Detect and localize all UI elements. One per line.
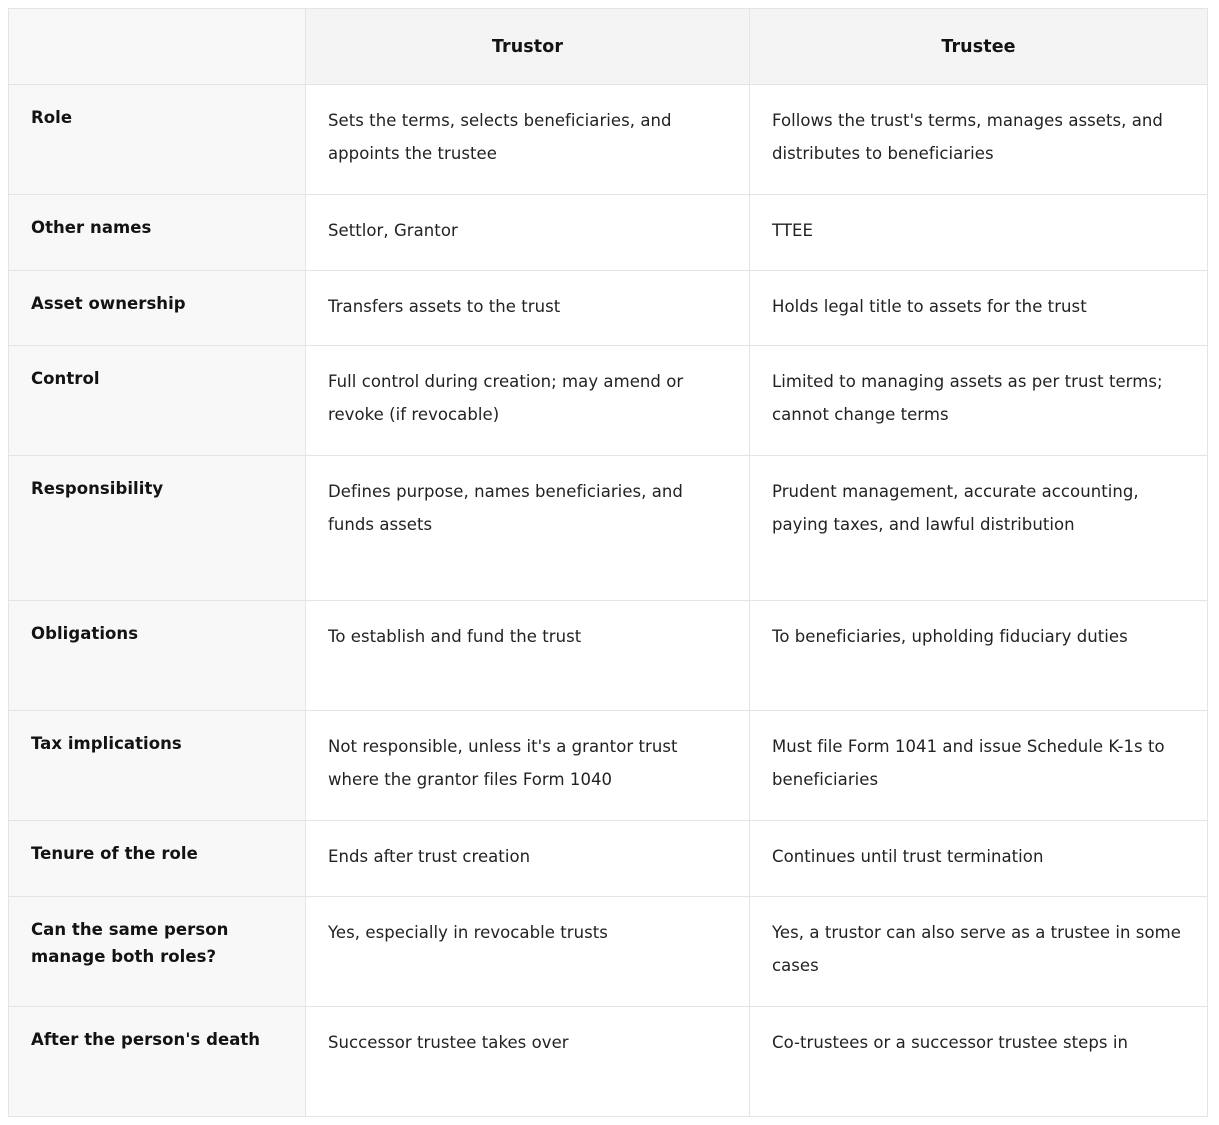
trustor-trustee-comparison-table — [8, 8, 1208, 1117]
table-row — [9, 346, 1208, 456]
cell-trustor: Yes, especially in revocable trusts — [306, 896, 750, 1006]
cell-trustor: Defines purpose, names beneficiaries, and funds assets — [306, 456, 750, 601]
table-corner-cell — [9, 9, 306, 85]
table-header — [9, 9, 1208, 85]
cell-trustor: Successor trustee takes over — [306, 1006, 750, 1116]
cell-trustor: Ends after trust creation — [306, 821, 750, 897]
row-label: Tenure of the role — [9, 821, 306, 897]
row-label: After the person's death — [9, 1006, 306, 1116]
cell-trustee: Prudent management, accurate accounting, paying taxes, and lawful distribution — [750, 456, 1208, 601]
table-row — [9, 85, 1208, 195]
cell-trustee: Continues until trust termination — [750, 821, 1208, 897]
cell-trustee: TTEE — [750, 195, 1208, 271]
cell-trustee: Limited to managing assets as per trust terms; cannot change terms — [750, 346, 1208, 456]
row-label: Role — [9, 85, 306, 195]
table-row — [9, 456, 1208, 601]
column-header-trustee: Trustee — [750, 9, 1208, 85]
table-row — [9, 711, 1208, 821]
table-row — [9, 195, 1208, 271]
cell-trustee: Follows the trust's terms, manages assets, and distributes to beneficiaries — [750, 85, 1208, 195]
table-header-row — [9, 9, 1208, 85]
table-row — [9, 1006, 1208, 1116]
table-row — [9, 270, 1208, 346]
cell-trustor: Settlor, Grantor — [306, 195, 750, 271]
row-label: Tax implications — [9, 711, 306, 821]
cell-trustor: Not responsible, unless it's a grantor trust where the grantor files Form 1040 — [306, 711, 750, 821]
cell-trustee: Yes, a trustor can also serve as a trustee in some cases — [750, 896, 1208, 1006]
row-label: Asset ownership — [9, 270, 306, 346]
cell-trustor: Sets the terms, selects beneficiaries, and appoints the trustee — [306, 85, 750, 195]
cell-trustor: Transfers assets to the trust — [306, 270, 750, 346]
table-row — [9, 601, 1208, 711]
cell-trustee: To beneficiaries, upholding fiduciary duties — [750, 601, 1208, 711]
row-label: Obligations — [9, 601, 306, 711]
cell-trustor: To establish and fund the trust — [306, 601, 750, 711]
table-row — [9, 821, 1208, 897]
row-label: Responsibility — [9, 456, 306, 601]
row-label: Control — [9, 346, 306, 456]
cell-trustee: Holds legal title to assets for the trust — [750, 270, 1208, 346]
row-label: Other names — [9, 195, 306, 271]
column-header-trustor: Trustor — [306, 9, 750, 85]
cell-trustor: Full control during creation; may amend or revoke (if revocable) — [306, 346, 750, 456]
table-row — [9, 896, 1208, 1006]
table-body — [9, 85, 1208, 1117]
cell-trustee: Must file Form 1041 and issue Schedule K-1s to beneficiaries — [750, 711, 1208, 821]
cell-trustee: Co-trustees or a successor trustee steps in — [750, 1006, 1208, 1116]
row-label: Can the same person manage both roles? — [9, 896, 306, 1006]
